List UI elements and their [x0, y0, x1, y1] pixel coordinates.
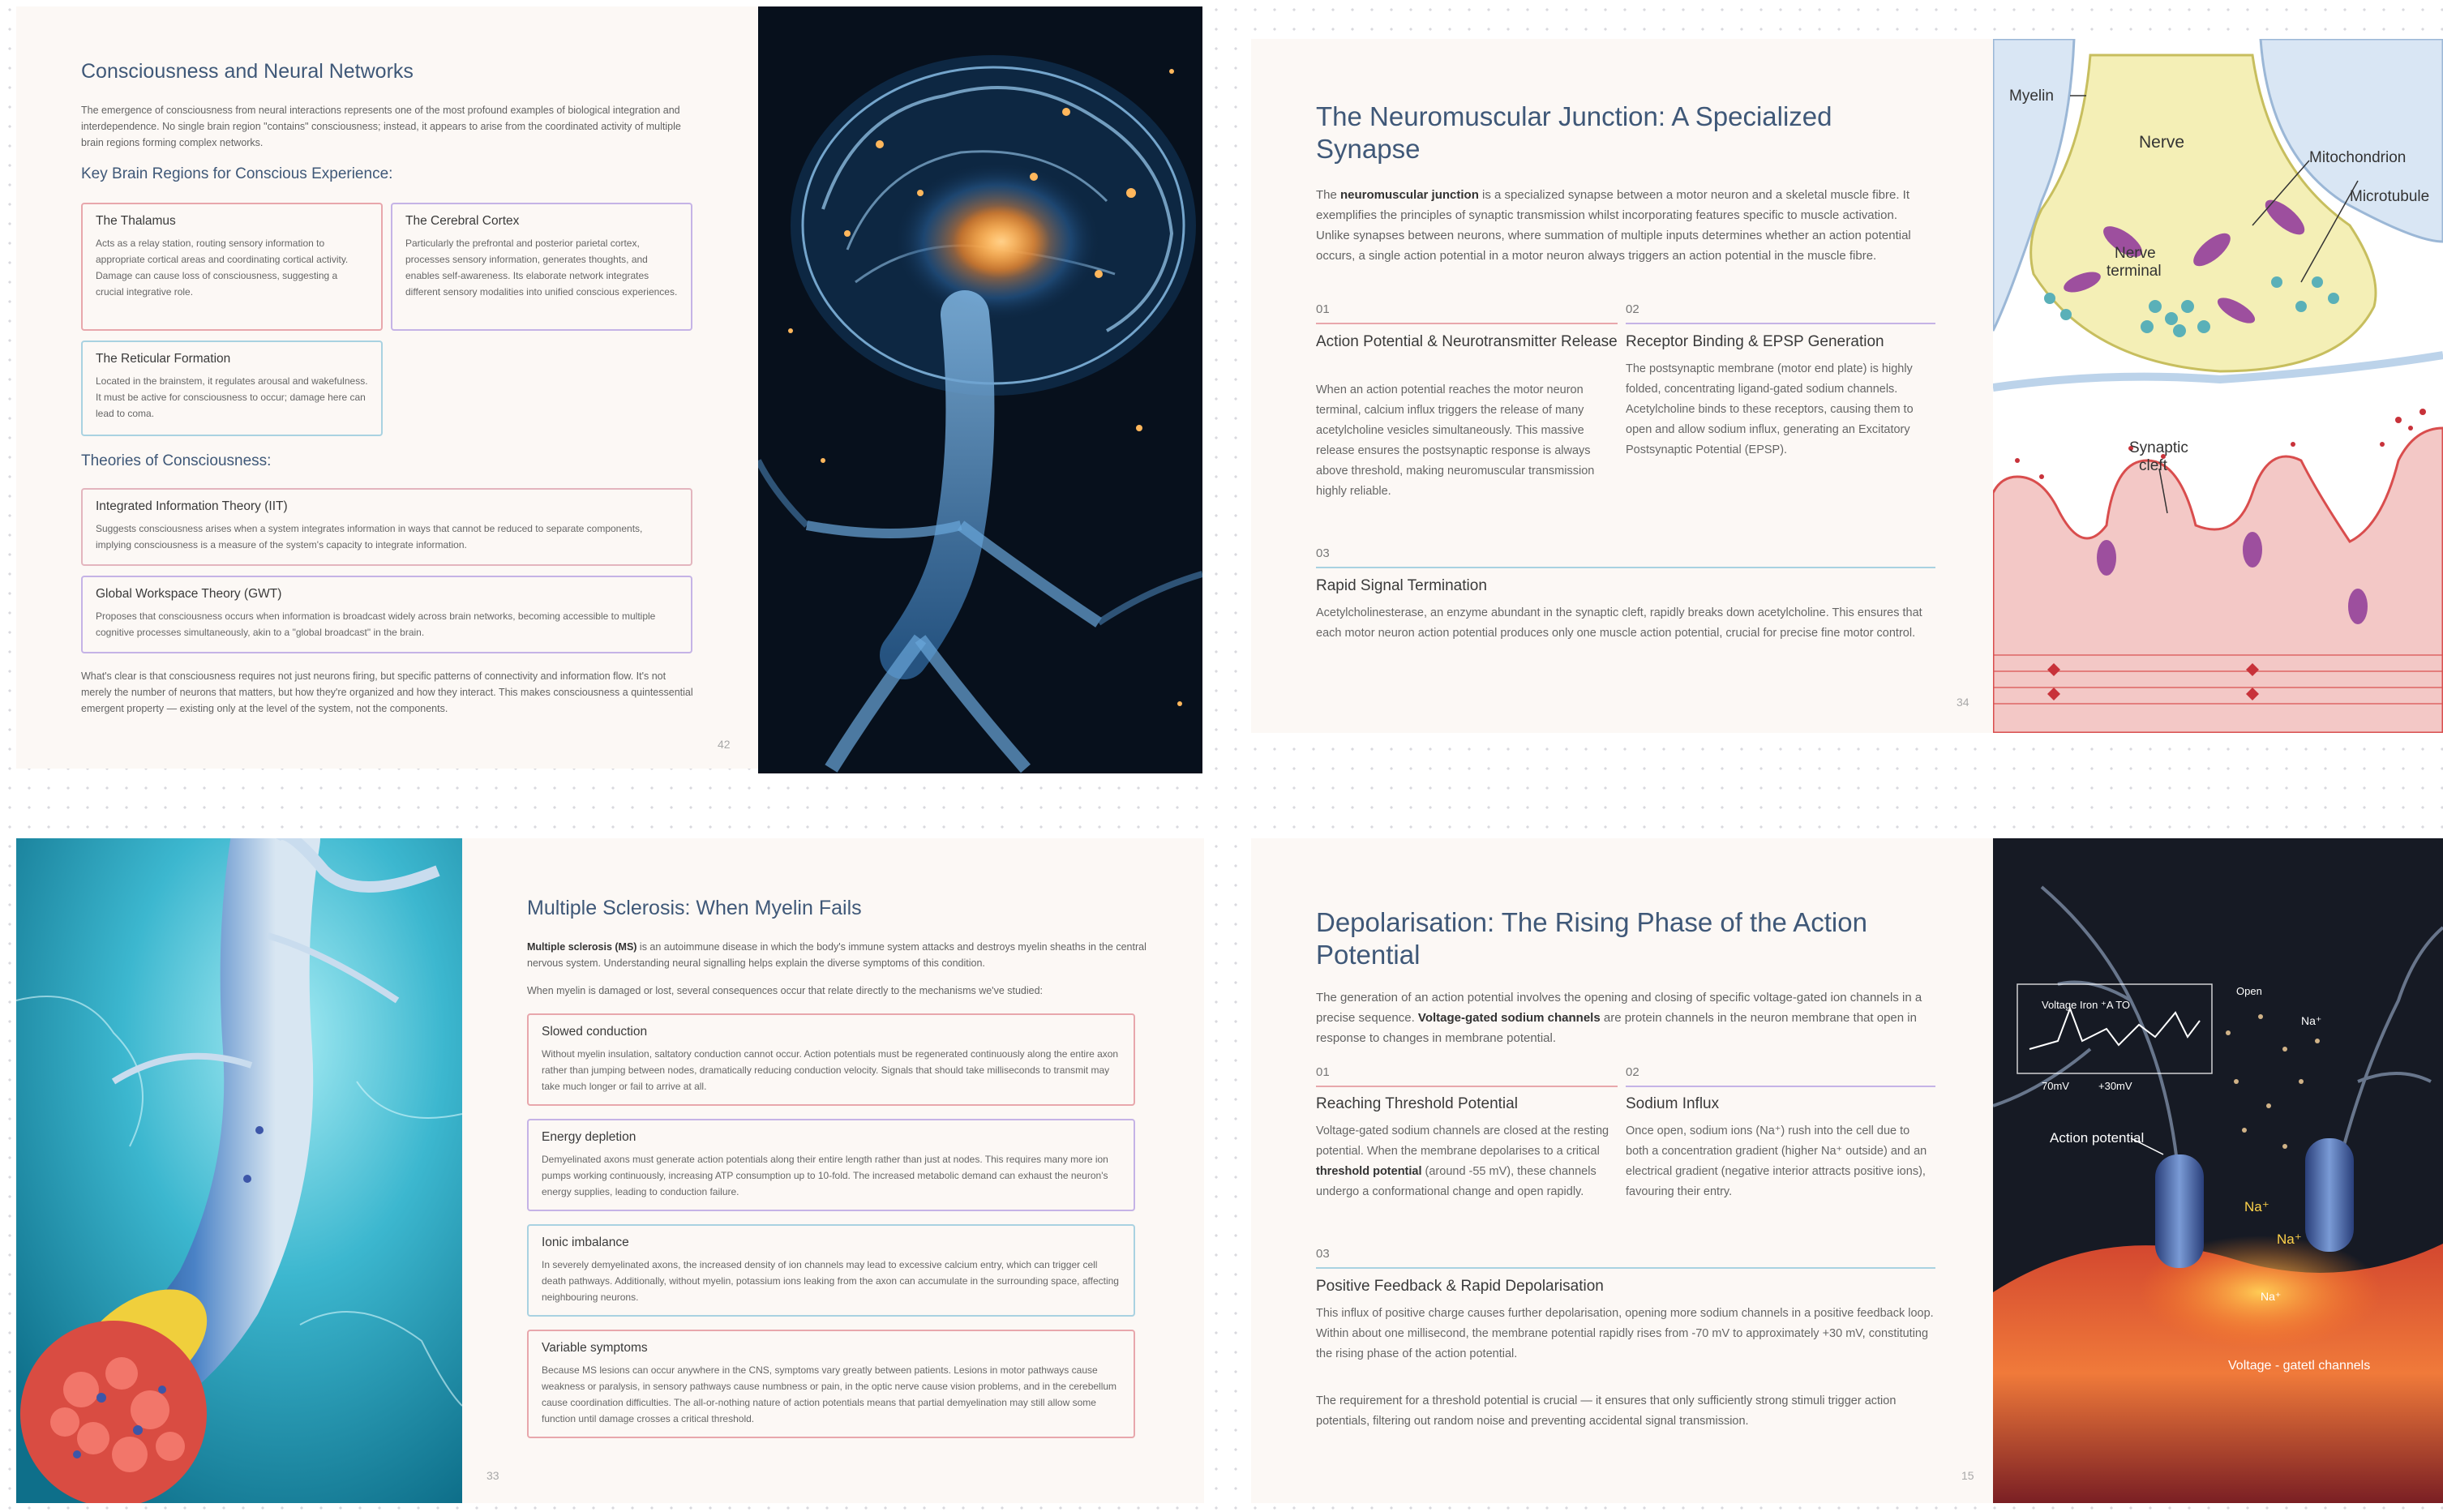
intro-bold: neuromuscular junction	[1340, 188, 1479, 202]
myelin-axon-image	[16, 838, 462, 1503]
intro-post: are protein channels in the neuron membrane that open in response to changes in membrane potential.	[1316, 1011, 1917, 1045]
label-nerve-terminal-2: terminal	[2107, 263, 2162, 280]
card-title: Global Workspace Theory (GWT)	[96, 587, 282, 601]
intro-post: is a specialized synapse between a motor neuron and a skeletal muscle fibre. It exemplifies the principles of synaptic transmission whilst incorporating features specific to muscle activation. Unlike synapses between neurons, where summation of multiple inputs determines whether an action potential occurs, a single action potential in a motor neuron always triggers an action potential in the muscle fibre.	[1316, 188, 1911, 263]
item-body: This influx of positive charge causes further depolarisation, opening more sodium channels in a positive feedback loop. Within about one millisecond, the membrane potential rapidly rises from -70 mV to approximately +30 mV, constituting the rising phase of the action potential.	[1316, 1307, 1934, 1360]
item-number: 03	[1316, 1247, 1330, 1261]
label-voltage-channels: Voltage - gatetl channels	[2228, 1359, 2371, 1373]
intro-text	[1316, 987, 1932, 1048]
label-synaptic-cleft-2: cleft	[2139, 457, 2167, 474]
item-divider	[1316, 1267, 1935, 1269]
intro-text: The emergence of consciousness from neural interactions represents one of the most profound examples of biological integration and interdependence. No single brain region "contains" consciousness; instead, it appears to arise from the coordinated activity of multiple brain regions forming complex networks.	[81, 105, 681, 148]
theory-card-gwt	[81, 576, 692, 653]
item-number: 02	[1626, 1065, 1639, 1079]
consequence-card-energy	[527, 1119, 1135, 1211]
intro-bold: Multiple sclerosis (MS)	[527, 941, 637, 953]
item-body: Once open, sodium ions (Na⁺) rush into the cell due to both a concentration gradient (higher Na⁺ outside) and an electrical gradient (negative interior attracts positive ions), favouring their entry.	[1626, 1124, 1927, 1198]
card-title: Slowed conduction	[542, 1025, 648, 1039]
label-open: Open	[2236, 985, 2262, 997]
item-divider	[1316, 567, 1935, 568]
card-body: Located in the brainstem, it regulates arousal and wakefulness. It must be active for consciousness to occur; damage here can lead to coma.	[96, 375, 368, 419]
label-myelin: Myelin	[2009, 88, 2054, 105]
sodium-channel-image	[1993, 838, 2443, 1503]
consequence-card-symptoms	[527, 1330, 1135, 1438]
conclusion-text: The requirement for a threshold potential is crucial — it ensures that only sufficiently strong stimuli trigger action potentials, filtering out random noise and preventing accidental signal transmission.	[1316, 1394, 1897, 1428]
slide-multiple-sclerosis	[462, 838, 1204, 1503]
label-na-3: Na⁺	[2301, 1014, 2322, 1027]
slide-title: Multiple Sclerosis: When Myelin Fails	[527, 897, 862, 919]
label-mitochondrion: Mitochondrion	[2309, 149, 2407, 166]
item-body-post: (around -55 mV), these channels undergo a conformational change and open rapidly.	[1316, 1165, 1597, 1198]
item-number: 02	[1626, 302, 1639, 316]
page-number: 33	[486, 1469, 499, 1482]
page-number: 42	[718, 738, 731, 751]
label-synaptic-cleft-1: Synaptic	[2129, 439, 2188, 456]
item-divider	[1626, 1086, 1935, 1087]
item-body: The postsynaptic membrane (motor end plate) is highly folded, concentrating ligand-gated sodium channels. Acetylcholine binds to these receptors, causing them to open and allow sodium influx, generating an Excitatory Postsynaptic Potential (EPSP).	[1626, 362, 1914, 456]
card-title: The Cerebral Cortex	[405, 214, 520, 228]
item-divider	[1316, 323, 1618, 324]
item-title: Sodium Influx	[1626, 1095, 1720, 1112]
item-number: 01	[1316, 1065, 1330, 1079]
item-body: When an action potential reaches the motor neuron terminal, calcium influx triggers the release of many acetylcholine vesicles simultaneously. This massive release ensures the postsynaptic response is always above threshold, making neuromuscular transmission highly reliable.	[1316, 383, 1595, 498]
slide-title: Depolarisation: The Rising Phase of the Action Potential	[1316, 907, 1867, 970]
label-microtubule: Microtubule	[2350, 188, 2430, 205]
item-divider	[1626, 323, 1935, 324]
item-divider	[1316, 1086, 1618, 1087]
conclusion-text: What's clear is that consciousness requires not just neurons firing, but specific patterns of connectivity and information flow. It's not merely the number of neurons that matters, but how they're organized and how they interact. This makes consciousness a quintessential emergent property — existing only at the level of the system, not the components.	[81, 670, 693, 714]
label-mv-right: +30mV	[2098, 1080, 2132, 1092]
item-body	[1316, 1121, 1618, 1202]
label-na-1: Na⁺	[2244, 1199, 2269, 1214]
intro-bold: Voltage-gated sodium channels	[1417, 1011, 1601, 1025]
card-title: Integrated Information Theory (IIT)	[96, 499, 288, 513]
item-number: 03	[1316, 546, 1330, 560]
item-title: Positive Feedback & Rapid Depolarisation	[1316, 1278, 1604, 1295]
card-body: In severely demyelinated axons, the increased density of ion channels may lead to excessive calcium entry, which can trigger cell death pathways. Additionally, without myelin, potassium ions leaking from the axon can accumulate in the surrounding space, affecting neighbouring neurons.	[542, 1259, 1119, 1303]
regions-heading: Key Brain Regions for Conscious Experience:	[81, 165, 393, 182]
label-mv-left: 70mV	[2042, 1080, 2069, 1092]
item-title: Action Potential & Neurotransmitter Release	[1316, 333, 1618, 350]
theories-heading: Theories of Consciousness:	[81, 452, 272, 469]
card-body: Without myelin insulation, saltatory conduction cannot occur. Action potentials must be regenerated continuously along the entire axon rather than jumping between nodes, dramatically reducing conduction velocity. Signals that should take milliseconds to transmit may take much longer or fail to arrive at all.	[542, 1048, 1119, 1092]
region-card-thalamus	[81, 203, 383, 331]
card-title: Variable symptoms	[542, 1341, 648, 1355]
label-nerve: Nerve	[2139, 133, 2185, 152]
label-action-potential: Action potential	[2050, 1130, 2145, 1146]
card-body: Particularly the prefrontal and posterior parietal cortex, processes sensory information, generates thoughts, and enables self-awareness. Its elaborate network integrates different sensory modalities into unified conscious experiences.	[405, 238, 678, 298]
label-graph: Voltage Iron ⁺A TO	[2042, 999, 2131, 1011]
item-body-pre: Voltage-gated sodium channels are closed at the resting potential. When the membrane depolarises to a critical	[1316, 1124, 1609, 1158]
card-body: Demyelinated axons must generate action potentials along their entire length rather than just at nodes. This requires many more ion pumps working continuously, increasing ATP consumption up to 10-fold. The increased metabolic demand can exhaust the neuron's energy supplies, leading to conduction failure.	[542, 1154, 1108, 1197]
intro-pre: The	[1316, 188, 1341, 202]
item-body: Acetylcholinesterase, an enzyme abundant in the synaptic cleft, rapidly breaks down acetylcholine. This ensures that each motor neuron action potential produces only one muscle action potential, crucial for precise fine motor control.	[1316, 606, 1922, 640]
slide-title: The Neuromuscular Junction: A Specialized Synapse	[1316, 101, 1832, 164]
label-nerve-terminal-1: Nerve	[2115, 245, 2156, 262]
consequence-card-ionic	[527, 1224, 1135, 1317]
synapse-diagram-image	[1993, 39, 2443, 733]
card-title: The Reticular Formation	[96, 352, 231, 366]
brain-network-image	[758, 6, 1202, 773]
card-title: Energy depletion	[542, 1130, 636, 1144]
slide-title: Consciousness and Neural Networks	[81, 60, 414, 83]
item-title: Receptor Binding & EPSP Generation	[1626, 333, 1884, 350]
intro-post: is an autoimmune disease in which the body's immune system attacks and destroys myelin sheaths in the central nervous system. Understanding neural signalling helps explain the diverse symptoms of this condition.	[527, 941, 1146, 969]
consequence-card-slowed	[527, 1013, 1135, 1106]
intro-text	[527, 939, 1151, 971]
page-number: 15	[1961, 1469, 1974, 1482]
region-card-reticular	[81, 341, 383, 436]
intro-pre: The generation of an action potential involves the opening and closing of specific voltage-gated ion channels in a precise sequence.	[1316, 991, 1922, 1025]
item-body-bold: threshold potential	[1316, 1165, 1422, 1178]
card-body: Suggests consciousness arises when a system integrates information in ways that cannot be reduced to separate components, implying consciousness is a measure of the system's capacity to integrate information.	[96, 523, 643, 550]
label-na-2: Na⁺	[2277, 1231, 2302, 1247]
slide-consciousness	[16, 6, 758, 769]
card-body: Proposes that consciousness occurs when information is broadcast widely across brain networks, becoming accessible to multiple cognitive processes simultaneously, akin to a "global broadcast" in the brain.	[96, 610, 656, 638]
item-title: Rapid Signal Termination	[1316, 577, 1487, 594]
item-number: 01	[1316, 302, 1330, 316]
label-na-4: Na⁺	[2261, 1290, 2282, 1303]
theory-card-iit	[81, 488, 692, 566]
card-title: The Thalamus	[96, 214, 176, 228]
lead-text: When myelin is damaged or lost, several consequences occur that relate directly to the mechanisms we've studied:	[527, 985, 1044, 996]
card-body: Acts as a relay station, routing sensory information to appropriate cortical areas and coordinating cortical activity. Damage can cause loss of consciousness, suggesting a crucial integrative role.	[96, 238, 349, 298]
intro-text	[1316, 185, 1932, 266]
slide-depolarisation	[1251, 838, 1993, 1503]
card-body: Because MS lesions can occur anywhere in the CNS, symptoms vary greatly between patients. Lesions in motor pathways cause weakness or paralysis, in sensory pathways cause numbness or pain, in the optic nerve cause vision problems, and in the cerebellum cause coordination difficulties. The all-or-nothing nature of action potentials means that partial demyelination may still allow some function until damage crosses a critical threshold.	[542, 1364, 1117, 1424]
slide-neuromuscular-junction	[1251, 39, 1993, 733]
region-card-cortex	[391, 203, 692, 331]
item-title: Reaching Threshold Potential	[1316, 1095, 1518, 1112]
card-title: Ionic imbalance	[542, 1236, 629, 1249]
page-number: 34	[1957, 696, 1969, 709]
